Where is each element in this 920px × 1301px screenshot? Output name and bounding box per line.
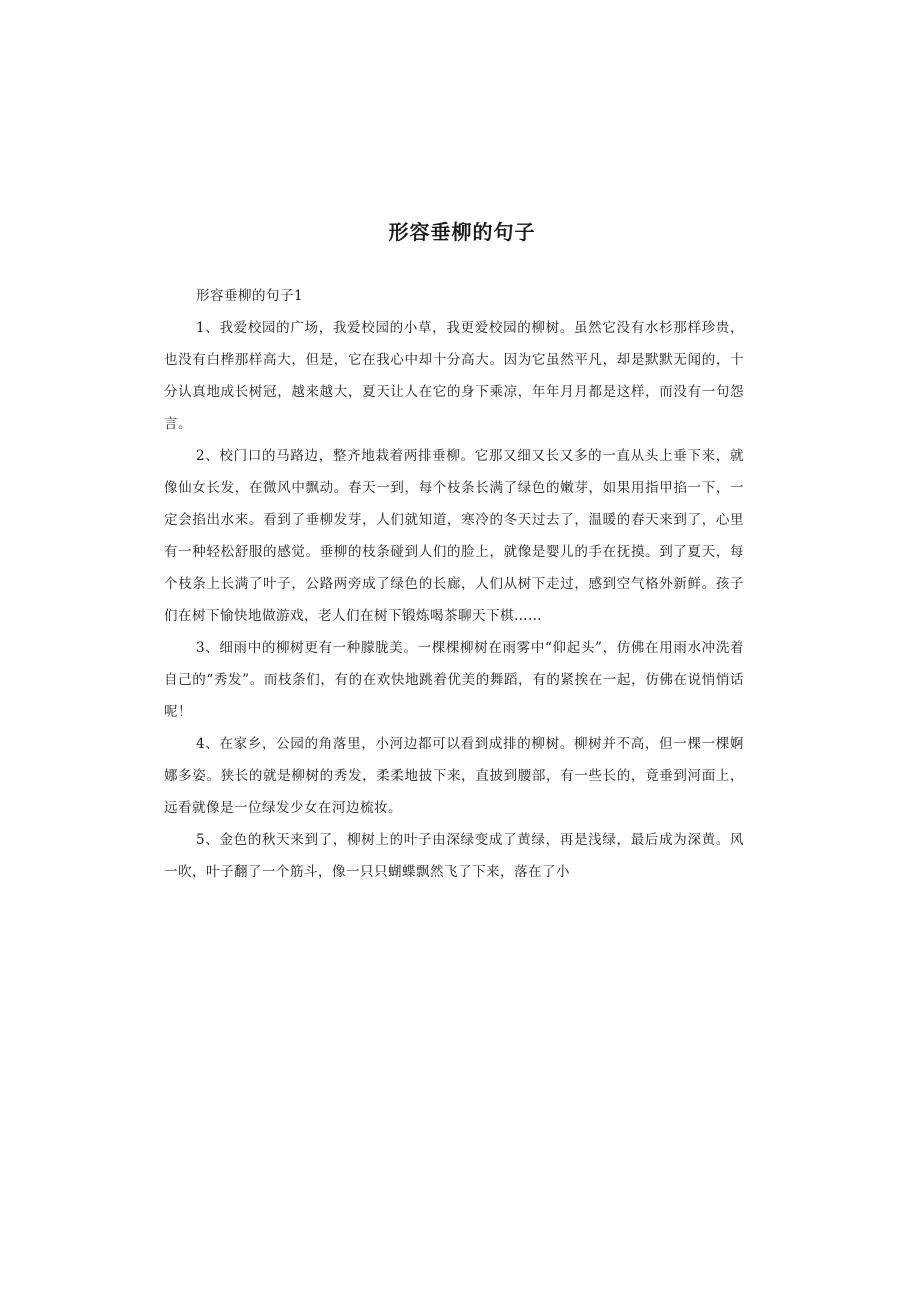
paragraph-3: 3、细雨中的柳树更有一种朦胧美。一棵棵柳树在雨雾中“仰起头”，仿佛在用雨水冲洗着自己的“秀发”。而枝条们，有的在欢快地跳着优美的舞蹈，有的紧挨在一起，仿佛在说悄悄话呢！ [164, 640, 744, 720]
paragraph-1: 1、我爱校园的广场，我爱校园的小草，我更爱校园的柳树。虽然它没有水杉那样珍贵，也没有白桦那样高大，但是，它在我心中却十分高大。因为它虽然平凡，却是默默无闻的，十分认真地成长树冠，越来越大，夏天让人在它的身下乘凉，年年月月都是这样，而没有一句怨言。 [164, 320, 744, 432]
section-subheading: 形容垂柳的句子1 [196, 288, 304, 304]
paragraph-2: 2、校门口的马路边，整齐地栽着两排垂柳。它那又细又长又多的一直从头上垂下来，就像仙女长发，在微风中飘动。春天一到，每个枝条长满了绿色的嫩芽，如果用指甲掐一下，一定会掐出水来。看到了垂柳发芽，人们就知道，寒冷的冬天过去了，温暖的春天来到了，心里有一种轻松舒服的感觉。垂柳的枝条碰到人们的脸上，就像是婴儿的手在抚摸。到了夏天，每个枝条上长满了叶子，公路两旁成了绿色的长廊，人们从树下走过，感到空气格外新鲜。孩子们在树下愉快地做游戏，老人们在树下锻炼喝茶聊天下棋…… [164, 448, 744, 624]
document-body [164, 280, 744, 888]
paragraph-4: 4、在家乡，公园的角落里，小河边都可以看到成排的柳树。柳树并不高，但一棵一棵婀娜多姿。狭长的就是柳树的秀发，柔柔地披下来，直披到腰部，有一些长的，竟垂到河面上，远看就像是一位绿发少女在河边梳妆。 [164, 736, 744, 816]
paragraph-5: 5、金色的秋天来到了，柳树上的叶子由深绿变成了黄绿，再是浅绿，最后成为深黄。风一吹，叶子翻了一个筋斗，像一只只蝴蝶飘然飞了下来，落在了小 [164, 832, 744, 880]
document-title: 形容垂柳的句子 [388, 220, 536, 244]
